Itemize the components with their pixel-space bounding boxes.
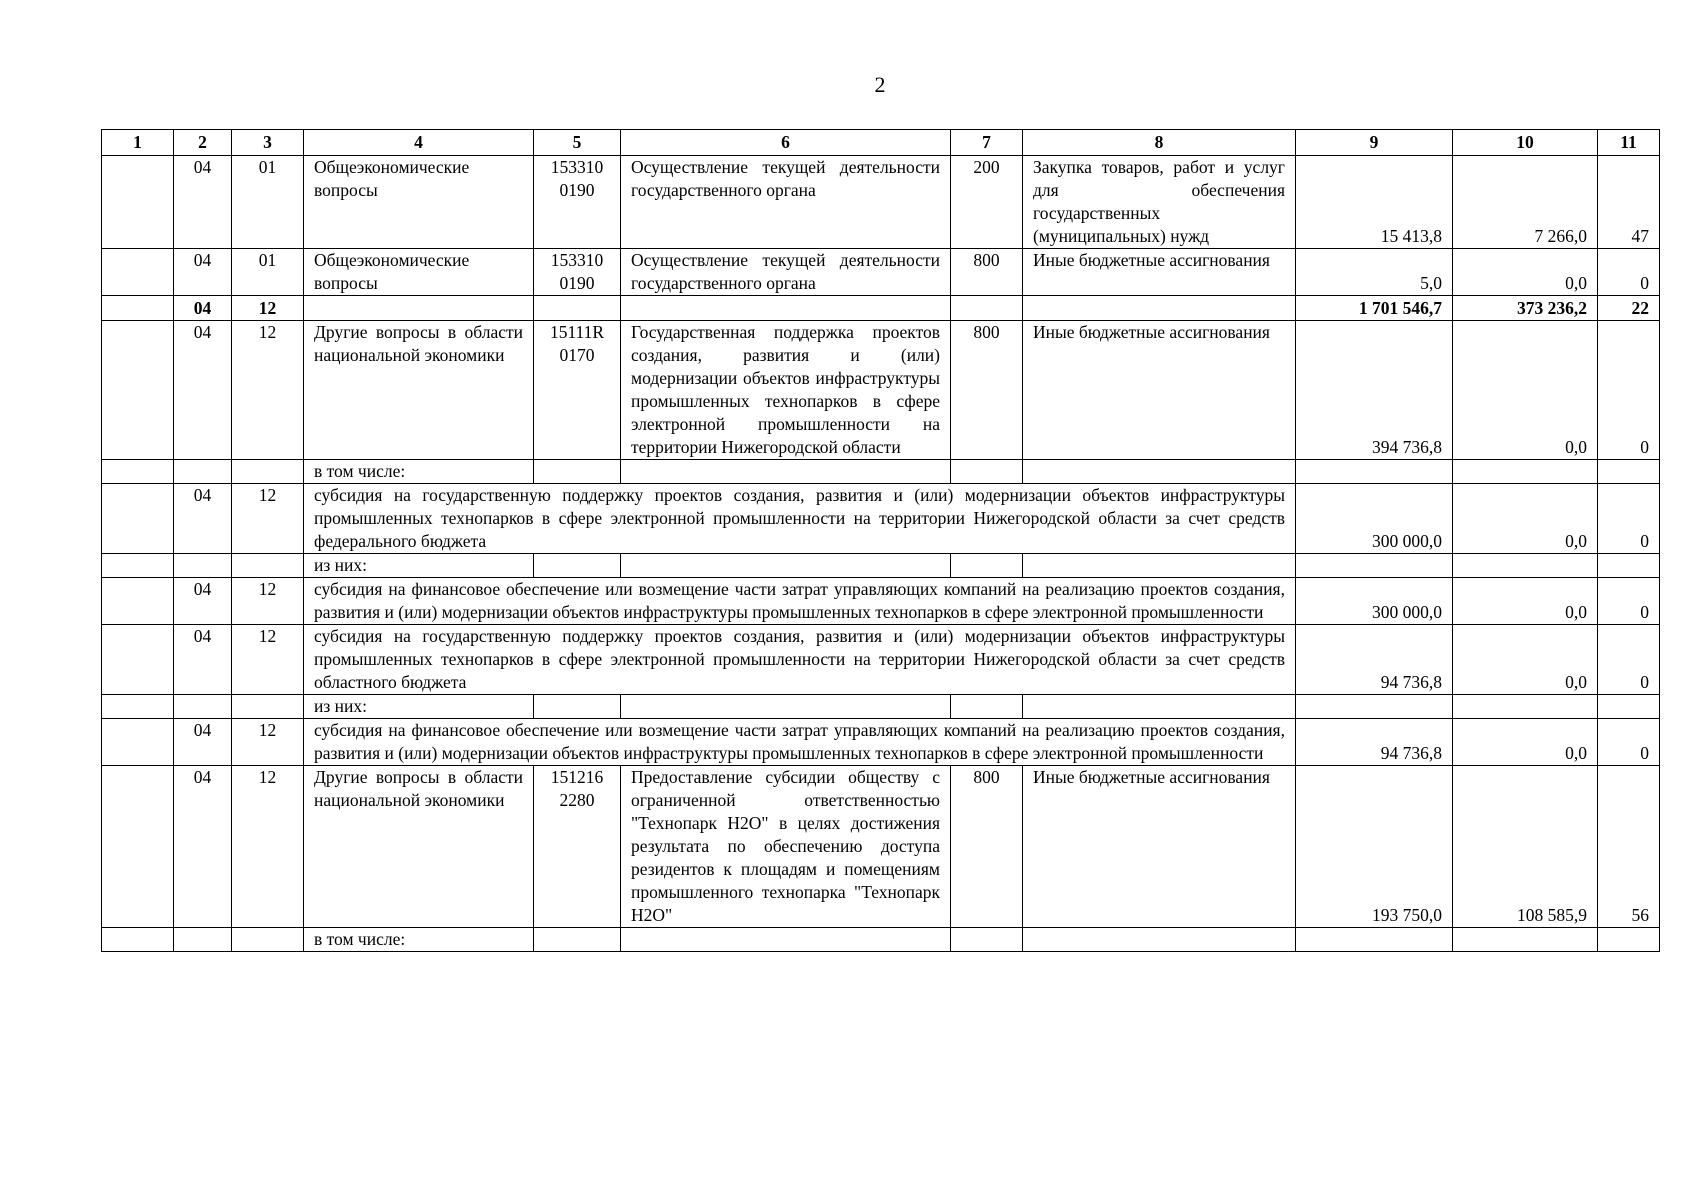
cell-empty (621, 695, 951, 719)
target-article-code: 153310 0190 (534, 156, 621, 249)
column-header: 11 (1598, 130, 1660, 156)
subsection-code: 12 (232, 766, 304, 928)
expense-type-name: Иные бюджетные ассигнования (1023, 766, 1296, 928)
column-header: 6 (621, 130, 951, 156)
subsection-code: 12 (232, 321, 304, 460)
table-total-row (102, 296, 1660, 321)
cell-empty (232, 554, 304, 578)
cell-empty (951, 554, 1023, 578)
expense-type-name: Иные бюджетные ассигнования (1023, 249, 1296, 296)
plan-amount: 94 736,8 (1296, 719, 1453, 766)
cell-empty (951, 695, 1023, 719)
subsidy-description: субсидия на финансовое обеспечение или возмещение части затрат управляющих компаний на реализацию проектов создания, развития и (или) модернизации объектов инфраструктуры промышленных технопарков в сфере электронной промышленности (304, 719, 1296, 766)
plan-amount: 300 000,0 (1296, 578, 1453, 625)
column-header: 1 (102, 130, 174, 156)
cell-empty (951, 460, 1023, 484)
cell-empty (1598, 460, 1660, 484)
note-label: из них: (304, 554, 534, 578)
section-code: 04 (174, 625, 232, 695)
expense-type-code: 800 (951, 766, 1023, 928)
target-article-name: Государственная поддержка проектов создания, развития и (или) модернизации объектов инфраструктуры промышленных технопарков в сфере электронной промышленности на территории Нижегородской области (621, 321, 951, 460)
cell-empty (174, 928, 232, 952)
cell-empty (102, 578, 174, 625)
plan-amount: 15 413,8 (1296, 156, 1453, 249)
cell-empty (102, 554, 174, 578)
section-code: 04 (174, 321, 232, 460)
table-subsidy-row (102, 625, 1660, 695)
column-header: 3 (232, 130, 304, 156)
table-row (102, 321, 1660, 460)
cell-empty (621, 460, 951, 484)
execution-percent: 0 (1598, 578, 1660, 625)
note-label: в том числе: (304, 460, 534, 484)
table-note-row (102, 554, 1660, 578)
cell-empty (174, 460, 232, 484)
cell-empty (174, 695, 232, 719)
table-row (102, 766, 1660, 928)
table-note-row (102, 695, 1660, 719)
execution-percent: 47 (1598, 156, 1660, 249)
target-article-name: Осуществление текущей деятельности государственного органа (621, 156, 951, 249)
column-header: 5 (534, 130, 621, 156)
cell-empty (102, 719, 174, 766)
subsection-code: 01 (232, 249, 304, 296)
plan-amount: 394 736,8 (1296, 321, 1453, 460)
cell-empty (1296, 554, 1453, 578)
target-article-name: Осуществление текущей деятельности государственного органа (621, 249, 951, 296)
section-code: 04 (174, 249, 232, 296)
table-row (102, 156, 1660, 249)
target-article-code: 153310 0190 (534, 249, 621, 296)
cell-empty (1453, 928, 1598, 952)
cell-empty (1598, 695, 1660, 719)
cell-empty (304, 296, 534, 321)
table-header-row (102, 130, 1660, 156)
subsection-code: 12 (232, 578, 304, 625)
plan-amount: 94 736,8 (1296, 625, 1453, 695)
subsidy-description: субсидия на финансовое обеспечение или возмещение части затрат управляющих компаний на реализацию проектов создания, развития и (или) модернизации объектов инфраструктуры промышленных технопарков в сфере электронной промышленности (304, 578, 1296, 625)
cell-empty (621, 554, 951, 578)
budget-table (101, 129, 1660, 952)
subsidy-description: субсидия на государственную поддержку проектов создания, развития и (или) модернизации объектов инфраструктуры промышленных технопарков в сфере электронной промышленности на территории Нижегородской области за счет средств федерального бюджета (304, 484, 1296, 554)
execution-percent: 0 (1598, 249, 1660, 296)
executed-amount: 0,0 (1453, 484, 1598, 554)
column-header: 8 (1023, 130, 1296, 156)
subsection-code: 12 (232, 719, 304, 766)
expense-type-code: 200 (951, 156, 1023, 249)
section-name: Общеэкономические вопросы (304, 249, 534, 296)
plan-amount: 300 000,0 (1296, 484, 1453, 554)
cell-empty (1023, 460, 1296, 484)
execution-percent: 0 (1598, 484, 1660, 554)
executed-amount: 7 266,0 (1453, 156, 1598, 249)
plan-amount: 193 750,0 (1296, 766, 1453, 928)
cell-empty (102, 296, 174, 321)
plan-amount: 5,0 (1296, 249, 1453, 296)
table-note-row (102, 928, 1660, 952)
table-subsidy-row (102, 578, 1660, 625)
section-name: Другие вопросы в области национальной экономики (304, 766, 534, 928)
cell-empty (102, 695, 174, 719)
cell-empty (534, 554, 621, 578)
cell-empty (102, 156, 174, 249)
expense-type-name: Иные бюджетные ассигнования (1023, 321, 1296, 460)
note-label: в том числе: (304, 928, 534, 952)
column-header: 9 (1296, 130, 1453, 156)
cell-empty (1598, 554, 1660, 578)
executed-amount: 0,0 (1453, 578, 1598, 625)
subsection-code: 12 (232, 625, 304, 695)
cell-empty (1598, 928, 1660, 952)
target-article-name: Предоставление субсидии обществу с ограниченной ответственностью "Технопарк Н2О" в целях достижения результата по обеспечению доступа резидентов к площадям и помещениям промышленного технопарка "Технопарк Н2О" (621, 766, 951, 928)
cell-empty (621, 296, 951, 321)
executed-amount: 108 585,9 (1453, 766, 1598, 928)
section-code: 04 (174, 578, 232, 625)
cell-empty (621, 928, 951, 952)
section-code: 04 (174, 484, 232, 554)
section-name: Общеэкономические вопросы (304, 156, 534, 249)
cell-empty (1296, 460, 1453, 484)
cell-empty (102, 766, 174, 928)
cell-empty (102, 625, 174, 695)
section-code: 04 (174, 156, 232, 249)
page-number: 2 (874, 72, 886, 97)
cell-empty (951, 928, 1023, 952)
column-header: 4 (304, 130, 534, 156)
executed-amount: 0,0 (1453, 625, 1598, 695)
subsection-code: 12 (232, 484, 304, 554)
table-note-row (102, 460, 1660, 484)
cell-empty (1453, 460, 1598, 484)
cell-empty (1023, 928, 1296, 952)
expense-type-code: 800 (951, 321, 1023, 460)
cell-empty (174, 554, 232, 578)
cell-empty (102, 928, 174, 952)
column-header: 7 (951, 130, 1023, 156)
cell-empty (232, 928, 304, 952)
table-subsidy-row (102, 719, 1660, 766)
cell-empty (102, 321, 174, 460)
executed-amount-total: 373 236,2 (1453, 296, 1598, 321)
cell-empty (1296, 928, 1453, 952)
executed-amount: 0,0 (1453, 249, 1598, 296)
execution-percent: 0 (1598, 321, 1660, 460)
subsection-code: 01 (232, 156, 304, 249)
cell-empty (1023, 554, 1296, 578)
cell-empty (534, 928, 621, 952)
cell-empty (951, 296, 1023, 321)
cell-empty (534, 296, 621, 321)
subsidy-description: субсидия на государственную поддержку проектов создания, развития и (или) модернизации объектов инфраструктуры промышленных технопарков в сфере электронной промышленности на территории Нижегородской области за счет средств областного бюджета (304, 625, 1296, 695)
table-row (102, 249, 1660, 296)
cell-empty (1453, 554, 1598, 578)
cell-empty (1023, 695, 1296, 719)
subsection-code: 12 (232, 296, 304, 321)
target-article-code: 15111R 0170 (534, 321, 621, 460)
cell-empty (534, 695, 621, 719)
cell-empty (1296, 695, 1453, 719)
cell-empty (102, 249, 174, 296)
plan-amount-total: 1 701 546,7 (1296, 296, 1453, 321)
section-code: 04 (174, 296, 232, 321)
cell-empty (102, 484, 174, 554)
column-header: 10 (1453, 130, 1598, 156)
cell-empty (1453, 695, 1598, 719)
table-subsidy-row (102, 484, 1660, 554)
section-code: 04 (174, 719, 232, 766)
execution-percent: 0 (1598, 625, 1660, 695)
note-label: из них: (304, 695, 534, 719)
execution-percent: 0 (1598, 719, 1660, 766)
column-header: 2 (174, 130, 232, 156)
execution-percent-total: 22 (1598, 296, 1660, 321)
executed-amount: 0,0 (1453, 321, 1598, 460)
executed-amount: 0,0 (1453, 719, 1598, 766)
cell-empty (102, 460, 174, 484)
target-article-code: 151216 2280 (534, 766, 621, 928)
cell-empty (1023, 296, 1296, 321)
expense-type-name: Закупка товаров, работ и услуг для обеспечения государственных (муниципальных) нужд (1023, 156, 1296, 249)
expense-type-code: 800 (951, 249, 1023, 296)
section-code: 04 (174, 766, 232, 928)
cell-empty (534, 460, 621, 484)
section-name: Другие вопросы в области национальной экономики (304, 321, 534, 460)
execution-percent: 56 (1598, 766, 1660, 928)
cell-empty (232, 460, 304, 484)
cell-empty (232, 695, 304, 719)
